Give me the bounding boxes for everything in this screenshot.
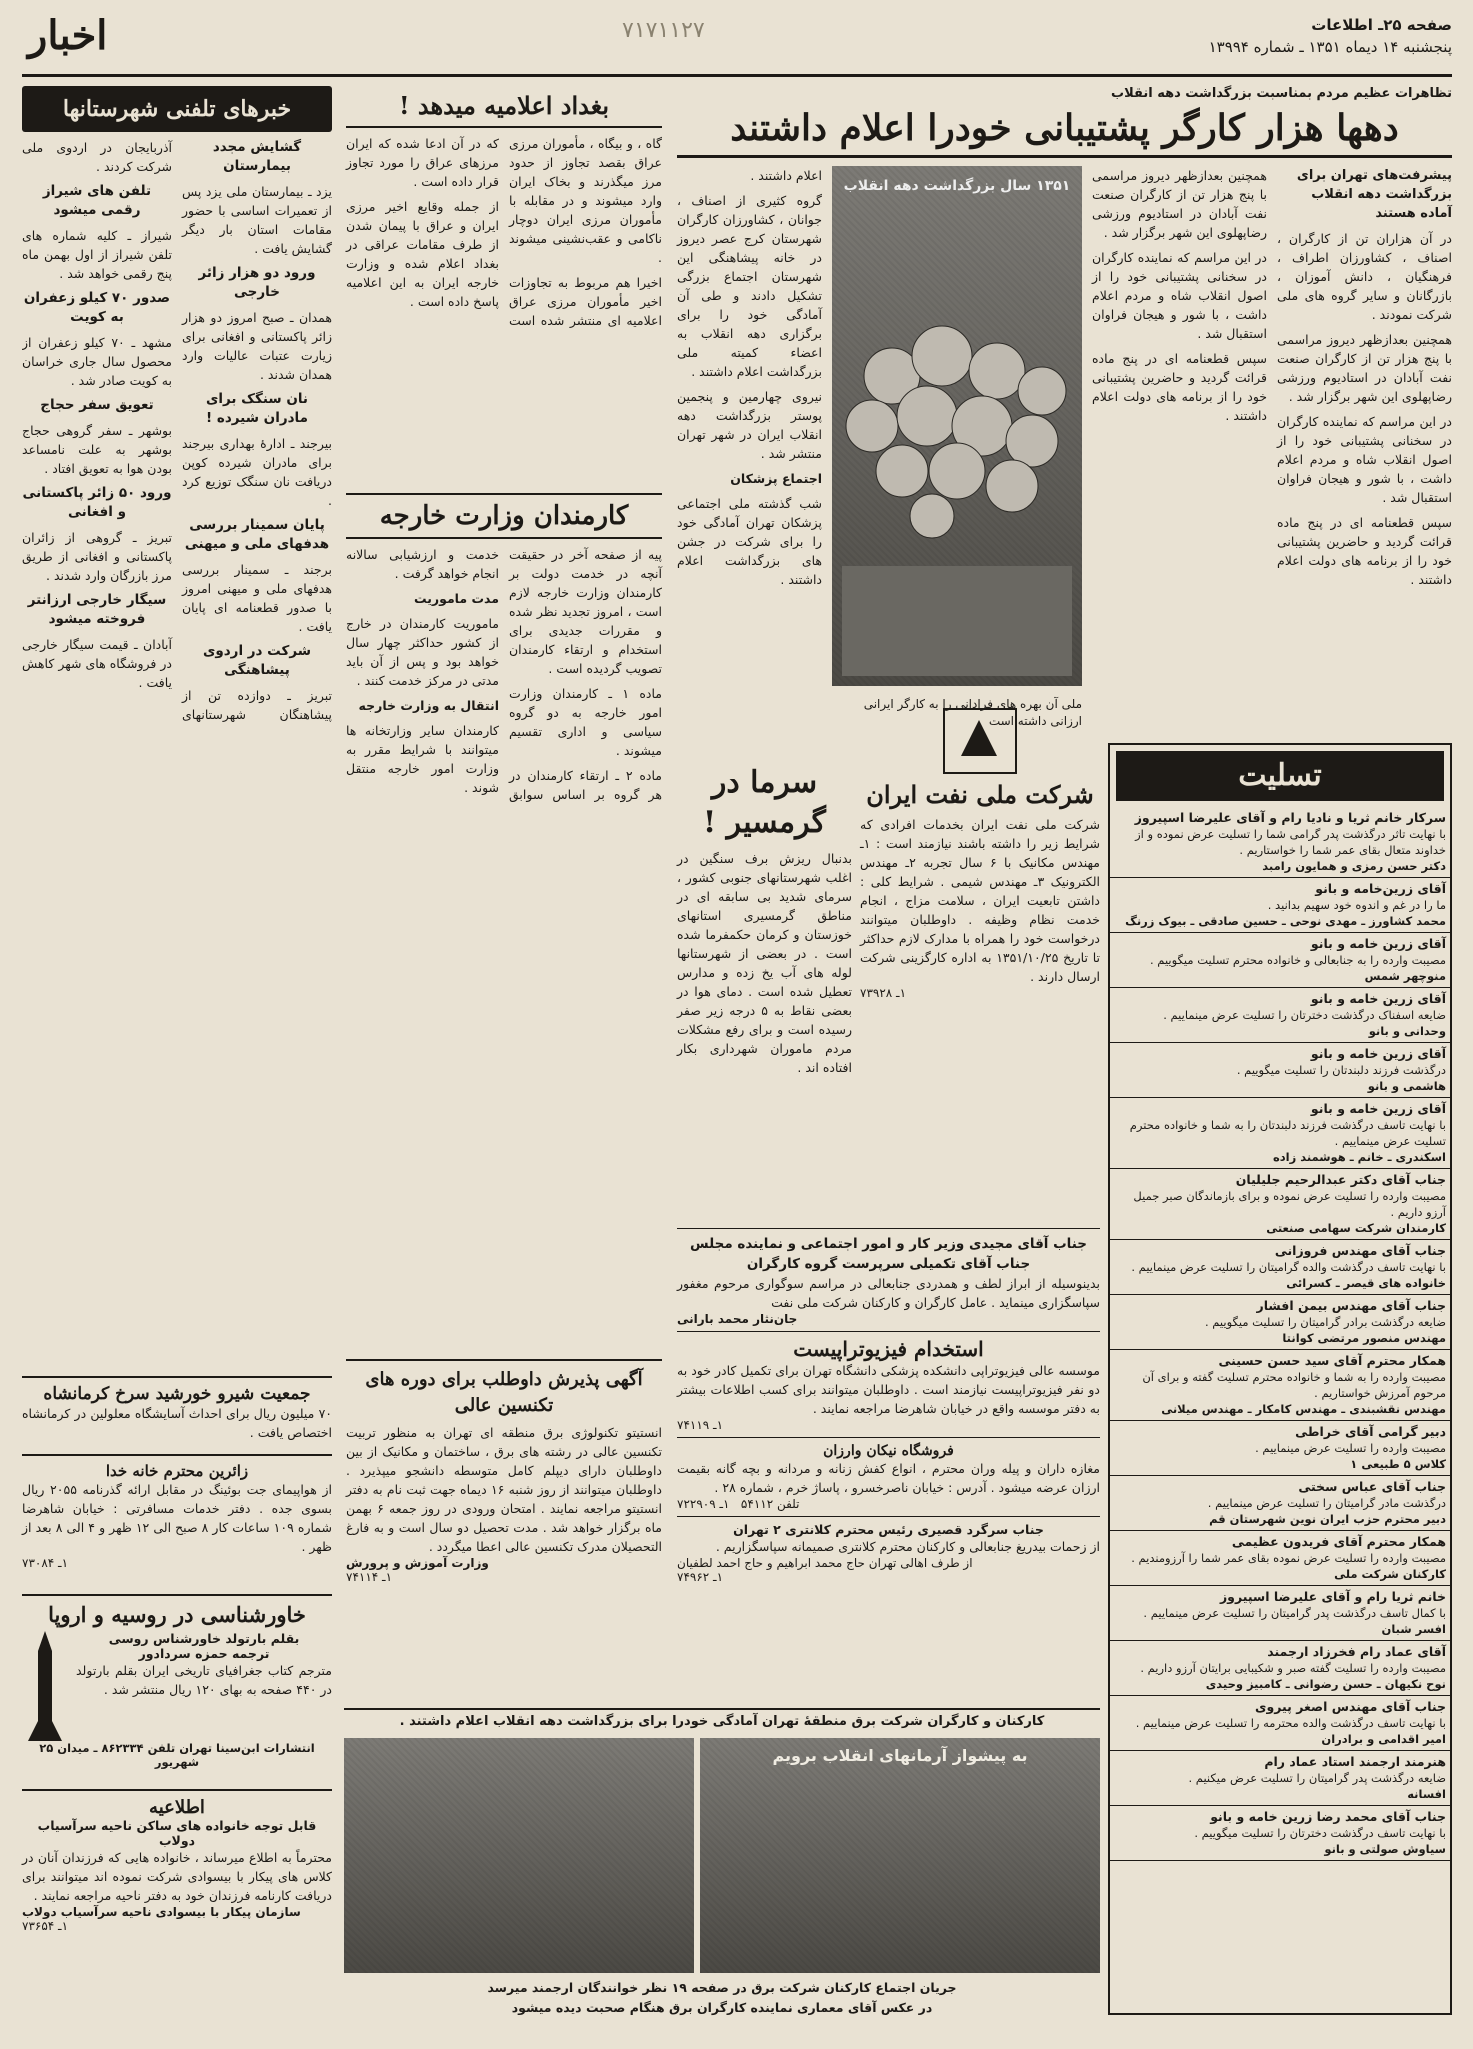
- condolence-heading: آقای زرین خامه و بانو: [1310, 1046, 1446, 1061]
- lead-left-column: [677, 166, 822, 595]
- thanks-title: جناب سرگرد قصیری رئیس محترم کلانتری ۲ تهران: [733, 1522, 1044, 1537]
- condolence-heading: جناب آقای عباس سختی: [1298, 1479, 1446, 1494]
- condolence-signature: محمد کشاورز ـ مهدی نوحی ـ حسین صادقی ـ بیوک زرنگ: [1125, 914, 1446, 928]
- condolence-item: [1110, 1240, 1450, 1295]
- condolence-body: مصیبت وارده را تسلیت گفته صبر و شکیبایی برایتان آرزو داریم .: [1140, 1661, 1446, 1675]
- phone-news-body: شیراز ـ کلیه شماره های تلفن شیراز از اول بهمن ماه پنج رقمی خواهد شد .: [22, 228, 172, 281]
- minister-title: جناب آقای مجیدی وزیر کار و امور اجتماعی و نماینده مجلس جناب آقای تکمیلی سرپرست گروه کارگران: [690, 1236, 1087, 1272]
- condolence-signature: افسانه: [1407, 1787, 1446, 1801]
- oil-ad-text: شرکت ملی نفت ایران بخدمات افرادی که شرایط زیر را داشته باشند نیازمند است : ۱ـ مهندس مکانیک با ۶ سال تجربه ۲ـ مهندس الکترونیک ۳ـ مهندس شیمی . شرایط کلی : داشتن تابعیت ایران ، سلامت مزاج ، انجام خدمت نظام وظیفه . داوطلبان میتوانند درخواست خود را همراه با مدارک لازم حداکثر تا تاریخ ۱۳۵۱/۱۰/۲۵ به اداره کارگزینی شرکت ارسال دارند .: [860, 817, 1100, 984]
- lead-side-title: پیشرفت‌های تهران برای بزرگداشت دهه انقلاب آماده هستند: [1296, 168, 1452, 221]
- ministry-paragraph: ماموریت کارمندان در خارج از کشور حداکثر چهار سال خواهد بود و پس از آن باید مدتی در مرکز خدمت کنند .: [346, 616, 499, 688]
- lead-subhead: اجتماع پزشکان: [730, 471, 822, 486]
- condolence-body: مصیبت وارده را به شما و خانواده محترم تسلیت گفته و برای آن مرحوم آمرزش خواستاریم .: [1142, 1370, 1446, 1400]
- shoes-title: فروشگاه نیکان وارزان: [823, 1443, 954, 1459]
- baghdad-article: [346, 86, 662, 330]
- condolence-item: [1110, 1421, 1450, 1476]
- condolence-body: درگذشت مادر گرامیتان را تسلیت عرض مینماییم .: [1207, 1496, 1446, 1510]
- condolence-body: مصیبت وارده را تسلیت عرض نموده و برای بازماندگان صبر جمیل آرزو داریم .: [1133, 1189, 1446, 1219]
- notice-title: اطلاعیه: [149, 1797, 205, 1818]
- minister-text: بدینوسیله از ابراز لطف و همدردی جنابعالی در مراسم سوگواری مرحوم مغفور سپاسگزاری مینماید . عامل کارگران و کارکنان شرکت ملی نفت: [677, 1276, 1100, 1310]
- baghdad-title: بغداد اعلامیه میدهد !: [346, 86, 662, 128]
- baghdad-paragraph: گاه ، و بیگاه ، مأموران مرزی عراق بقصد تجاوز از حدود مرز میگذرند و بخاک ایران وارد میشوند و در مقابله با مأموران مرزی ایران دوچار ناکامی و عقب‌نشینی میشوند .: [509, 136, 662, 265]
- book-author: بقلم بارتولد خاورشناس روسی: [108, 1631, 300, 1646]
- pilgrims-text: از هواپیمای جت بوئینگ در مقابل ارائه گذرنامه ۲۰۵۵ ریال بسوی جده . دفتر خدمات مسافرتی : خیابان شاهرضا شماره ۱۰۹ ساعات کار ۸ صبح الی ۱۲ ظهر و ۴ الی ۸ بعد از ظهر .: [22, 1482, 332, 1554]
- phone-news-body: آبادان ـ قیمت سیگار خارجی در فروشگاه های شهر کاهش یافت .: [22, 637, 172, 690]
- condolence-item: [1110, 1350, 1450, 1421]
- bottom-photo-right: [700, 1738, 1100, 1973]
- condolence-body: با نهایت تاثر درگذشت پدر گرامی شما را تسلیت عرض نموده و از خداوند متعال بقای عمر شما را خواستاریم .: [1135, 827, 1446, 857]
- lead-story: [677, 86, 1452, 756]
- ministry-subhead: انتقال به وزارت خارجه: [358, 698, 499, 713]
- condolence-body: ضایعه درگذشت پدر گرامیتان را تسلیت عرض میکنیم .: [1188, 1771, 1446, 1785]
- cold-article: [677, 763, 852, 1077]
- book-text: مترجم کتاب جغرافیای تاریخی ایران بقلم بارتولد در ۴۴۰ صفحه به بهای ۱۲۰ ریال منتشر شد .: [76, 1663, 332, 1697]
- lead-paragraph: سپس قطعنامه ای در پنج ماده قرائت گردید و حاضرین پشتیبانی خود را از برنامه های دولت اعلام داشتند .: [1277, 515, 1452, 587]
- ministry-subhead: مدت ماموریت: [413, 591, 499, 606]
- bottom-caption-top: کارکنان و کارگران شرکت برق منطقهٔ تهران آمادگی خودرا برای بزرگداشت دهه انقلاب اعلام داشتند .: [344, 1708, 1100, 1729]
- lead-second-column: [1092, 166, 1267, 431]
- physio-title: استخدام فیزیوتراپیست: [793, 1337, 984, 1361]
- notice-sign: سازمان پیکار با بیسوادی ناحیه سرآسیاب دولاب: [22, 1905, 301, 1919]
- condolence-signature: کارکنان شرکت ملی: [1334, 1567, 1446, 1581]
- condolence-signature: دکتر حسن رمزی و همایون رامبد: [1262, 859, 1446, 873]
- thanks-sign: از طرف اهالی تهران حاج محمد ابراهیم و حاج احمد لطفیان: [677, 1556, 973, 1570]
- condolence-heading: آقای زرین خامه و بانو: [1310, 991, 1446, 1006]
- oil-company-logo: [943, 708, 1017, 774]
- lead-paragraph: نیروی چهارمین و پنجمین پوستر بزرگداشت دهه انقلاب ایران در شهر تهران منتشر شد .: [677, 389, 822, 461]
- oil-company-name: شرکت ملی نفت ایران: [866, 780, 1094, 809]
- condolence-heading: جناب آقای دکتر عبدالرحیم جلیلیان: [1235, 1172, 1446, 1187]
- condolence-item: [1110, 1641, 1450, 1696]
- phone-news-title: گشایش مجدد بیمارستان: [212, 139, 302, 174]
- condolence-item: [1110, 1696, 1450, 1751]
- thanks-code: ۱ـ ۷۴۹۶۲: [677, 1570, 724, 1584]
- notices-block: [677, 1223, 1100, 1584]
- condolence-item: [1110, 1476, 1450, 1531]
- bottom-photo-strip: [344, 1708, 1100, 2028]
- newspaper-page: [22, 8, 1452, 2038]
- condolence-signature: کلاس ۵ طبیعی ۱: [1350, 1457, 1446, 1471]
- balloons-graphic: [832, 166, 1082, 686]
- lead-paragraph: شب گذشته ملی اجتماعی پزشکان تهران آمادگی خود را برای شرکت در جشن های بزرگداشت اعلام داشتند .: [677, 496, 822, 587]
- condolence-item: [1110, 1295, 1450, 1350]
- stamp-number: ۷۱۷۱۱۲۷: [622, 18, 705, 43]
- lead-paragraph: همچنین بعدازظهر دیروز مراسمی با پنج هزار تن از کارگران صنعت نفت آبادان در استادیوم ورزشی رضاپهلوی این شهر برگزار شد .: [1092, 168, 1267, 240]
- baghdad-paragraph: اخیرا هم مربوط به تجاوزات اخیر مأموران مرزی عراق اعلامیه ای منتشر شده است که در آن ادعا شده که ایران مرزهای عراق را مورد تجاوز قرار داده است .: [346, 136, 662, 328]
- shoes-phone: تلفن ۵۴۱۱۲: [740, 1497, 800, 1511]
- book-publisher: انتشارات ابن‌سینا تهران تلفن ۸۶۲۳۳۴ ـ میدان ۲۵ شهریور: [39, 1741, 315, 1769]
- bottom-caption-bottom: جریان اجتماع کارکنان شرکت برق در صفحه ۱۹ نظر خوانندگان ارجمند میرسد: [487, 1980, 957, 1995]
- condolence-heading: آقای عماد رام فخرزاد ارجمند: [1267, 1644, 1446, 1659]
- page-number: صفحه ۲۵ـ اطلاعات: [1311, 16, 1452, 34]
- thanks-text: از زحمات بیدریغ جنابعالی و کارکنان محترم کلانتری صمیمانه سپاسگزاریم .: [715, 1539, 1100, 1554]
- condolence-heading: آقای زرین خامه و بانو: [1310, 1101, 1446, 1116]
- lead-paragraph: در این مراسم که نماینده کارگران در سخنانی پشتیبانی خود را از اصول انقلاب شاه و مردم اعلام داشت ، با شور و هیجان فراوان استقبال شد .: [1277, 414, 1452, 505]
- ministry-paragraph: کارمندان سایر وزارتخانه ها میتوانند با شرایط مقرر به وزارت امور خارجه منتقل شوند .: [346, 723, 499, 795]
- ministry-paragraph: پیه از صفحه آخر در حقیقت آنچه در خدمت دولت بر کارمندان وزارت خارجه لازم است ، امروز تجدید نظر شده و مقررات جدیدی برای استخدام و ارتقاء کارمندان تصویب گردیده است .: [509, 547, 662, 676]
- phone-news-body: تبریز ـ گروهی از زائران پاکستانی و افغانی از طریق مرز بازرگان وارد شدند .: [22, 530, 172, 583]
- shoes-code: ۱ـ ۷۲۲۹۰۹: [677, 1497, 730, 1511]
- phones-column: [22, 86, 332, 1328]
- condolence-heading: هنرمند ارجمند استاد عماد رام: [1264, 1754, 1446, 1769]
- section-logo: اخبار: [28, 12, 108, 59]
- condolence-signature: منوچهر شمس: [1364, 969, 1446, 983]
- condolence-body: مصیبت وارده را به جنابعالی و خانواده محترم تسلیت میگوییم .: [1149, 953, 1446, 967]
- condolence-item: [1110, 807, 1450, 878]
- book-ad: [22, 1588, 332, 1769]
- phone-news-body: برجند ـ سمینار بررسی هدفهای ملی و میهنی امروز با صدور قطعنامه ای پایان یافت .: [182, 562, 332, 634]
- tower-icon: [22, 1631, 68, 1741]
- condolence-signature: خانواده های قیصر ـ کسرائی: [1286, 1276, 1446, 1290]
- lead-side-column: [1277, 166, 1452, 595]
- phone-news-body: بیرجند ـ ادارهٔ بهداری بیرجند برای مادران شیرده کوپن دریافت نان سنگک توزیع کرد .: [182, 436, 332, 508]
- shoes-text: مغازه داران و پیله وران محترم ، انواع کفش زنانه و مردانه و بچه گانه بقیمت ارزان عرضه میشود . آدرس : خیابان ناصرخسرو ، پاساژ خرم ، شماره ۲۸ .: [677, 1461, 1100, 1495]
- condolence-heading: جناب آقای مهندس اصغر پیروی: [1255, 1699, 1446, 1714]
- book-translator: ترجمه حمزه سردادور: [138, 1646, 270, 1661]
- condolence-item: [1110, 1098, 1450, 1169]
- redcross-text: ۷۰ میلیون ریال برای احداث آسایشگاه معلولین در کرمانشاه اختصاص یافت .: [22, 1406, 332, 1440]
- notice-sub: قابل توجه خانواده های ساکن ناحیه سرآسیاب دولاب: [37, 1818, 317, 1848]
- ministry-paragraph: ماده ۱ ـ کارمندان وزارت امور خارجه به دو گروه سیاسی و اداری تقسیم میشوند .: [509, 686, 662, 758]
- lead-paragraph: در این مراسم که نماینده کارگران در سخنانی پشتیبانی خود را از اصول انقلاب شاه و مردم اعلام داشت ، با شور و هیجان فراوان استقبال شد .: [1092, 250, 1267, 341]
- masthead-info: [1209, 14, 1452, 58]
- bottom-caption-bottom2: در عکس آقای معماری نماینده کارگران برق هنگام صحبت دیده میشود: [511, 2000, 933, 2015]
- condolence-heading: سرکار خانم ثریا و نادیا رام و آقای علیرضا اسپیروز: [1134, 810, 1446, 825]
- masthead: [22, 8, 1452, 77]
- phone-news-title: سیگار خارجی ارزانتر فروخته میشود: [27, 592, 167, 627]
- condolence-body: درگذشت فرزند دلبندتان را تسلیت میگوییم .: [1236, 1063, 1446, 1077]
- condolence-heading: جناب آقای مهندس بیمن افشار: [1256, 1298, 1446, 1313]
- physio-text: موسسه عالی فیزیوتراپی دانشکده پزشکی دانشگاه تهران برای تکمیل کادر خود به دو نفر فیزیوتراپیست نیازمند است . داوطلبان میتوانند برای کسب اطلاعات بیشتر به دفتر موسسه واقع در خیابان شاهرضا مراجعه نمایند .: [677, 1363, 1100, 1416]
- condolence-heading: دبیر گرامی آقای خراطی: [1295, 1424, 1446, 1439]
- book-title: خاورشناسی در روسیه و اروپا: [48, 1602, 306, 1627]
- electric-code: ۱ـ ۷۴۱۱۴: [346, 1570, 393, 1584]
- phone-news-body: بوشهر ـ سفر گروهی حجاج بوشهر به علت نامساعد بودن هوا به تعویق افتاد .: [22, 423, 172, 476]
- condolence-heading: جناب آقای مهندس فروزانی: [1274, 1243, 1446, 1258]
- condolence-signature: اسکندری ـ خانم ـ هوشمند زاده: [1272, 1150, 1446, 1164]
- condolence-signature: مهندس منصور مرتضی کوانتا: [1282, 1331, 1446, 1345]
- bottom-photo-left: [344, 1738, 694, 1973]
- phone-news-body: تبریز ـ دوازده تن از پیشاهنگان شهرستانهای آذربایجان در اردوی ملی شرکت کردند .: [22, 140, 332, 722]
- condolence-body: ما را در غم و اندوه خود سهیم بدانید .: [1267, 898, 1446, 912]
- lead-paragraph: در آن هزاران تن از کارگران ، اصناف ، کشاورزان اطراف ، فرهنگیان ، دانش آموزان ، بازرگانان و سایر گروه های ملی شرکت نمودند .: [1277, 231, 1452, 322]
- condolence-signature: دبیر محترم حزب ایران نوین شهرستان قم: [1209, 1512, 1446, 1526]
- electric-ad: [346, 1353, 662, 1584]
- middle-ads-column: [860, 708, 1100, 1000]
- bottom-banner-text: به پیشواز آرمانهای انقلاب برویم: [772, 1746, 1028, 1765]
- pilgrims-ad: [22, 1448, 332, 1570]
- lead-kicker: تظاهرات عظیم مردم بمناسبت بزرگداشت دهه انقلاب: [1111, 86, 1452, 101]
- condolence-signature: مهندس نقشبندی ـ مهندس کامکار ـ مهندس میلانی: [1161, 1402, 1446, 1416]
- redcross-notice: [22, 1370, 332, 1442]
- condolence-item: [1110, 1806, 1450, 1861]
- condolence-signature: سیاوش صولتی و بانو: [1324, 1842, 1446, 1856]
- electric-title: آگهی پذیرش داوطلب برای دوره های تکنسین عالی: [365, 1369, 643, 1416]
- condolence-item: [1110, 878, 1450, 933]
- condolence-heading: جناب آقای محمد رضا زرین خامه و بانو: [1210, 1809, 1446, 1824]
- condolence-body: با نهایت تاسف درگذشت فرزند دلبندتان را به شما و خانواده محترم تسلیت عرض مینماییم .: [1129, 1118, 1446, 1148]
- phone-news-body: مشهد ـ ۷۰ کیلو زعفران از محصول سال جاری خراسان به کویت صادر شد .: [22, 335, 172, 388]
- phone-news-title: نان سنگک برای مادران شیرده !: [206, 391, 308, 426]
- notice-text: محترماً به اطلاع میرساند ، خانواده هایی که فرزندان آنان در کلاس های پیکار با بیسوادی شرکت نموده اند میتوانند برای دریافت کارنامه فرزندان خود به دفتر ناحیه مراجعه نمایند .: [22, 1850, 332, 1903]
- minister-sign: جان‌نثار محمد بارانی: [677, 1312, 798, 1326]
- condolence-signature: هاشمی و بانو: [1367, 1079, 1446, 1093]
- lead-paragraph: گروه کثیری از اصناف ، جوانان ، کشاورزان کارگران شهرستان کرج عصر دیروز در خانه پیشاهنگی این شهرستان اجتماع بزرگی تشکیل دادند و طی آن آمادگی خود را برای برگزاری دهه انقلاب به اعضاء کمیته ملی بزرگداشت اعلام داشتند .: [677, 193, 822, 379]
- condolence-item: [1110, 1586, 1450, 1641]
- condolence-body: با نهایت تاسف درگذشت والده محترمه را تسلیت عرض مینماییم .: [1135, 1716, 1446, 1730]
- pilgrims-code: ۱ـ ۷۳۰۸۴: [22, 1556, 69, 1570]
- oil-ad-code: ۱ـ ۷۳۹۲۸: [860, 986, 907, 1000]
- phone-news-title: صدور ۷۰ کیلو زعفران به کویت: [23, 290, 171, 325]
- physio-code: ۱ـ ۷۴۱۱۹: [677, 1418, 724, 1432]
- cold-text: بدنبال ریزش برف سنگین در اغلب شهرستانهای جنوبی کشور ، سرمای شدید بی سابقه ای در مناطق گرمسیری استانهای خوزستان و کرمان حکمفرما شده است . در بعضی از شهرستانها لوله های آب یخ زده و مدارس تعطیل شده است . دمای هوا در بعضی نقاط به ۵ درجه زیر صفر رسیده است و برای رفع مشکلات مردم ماموران شهرداری بکار افتاده اند .: [677, 851, 852, 1075]
- lead-paragraph: همچنین بعدازظهر دیروز مراسمی با پنج هزار تن از کارگران صنعت نفت آبادان در استادیوم ورزشی رضاپهلوی این شهر برگزار شد .: [1277, 332, 1452, 404]
- condolence-list: [1110, 807, 1450, 1861]
- condolence-body: مصیبت وارده را تسلیت عرض نموده بقای عمر شما را آرزومندیم .: [1131, 1551, 1446, 1565]
- condolence-body: با نهایت تاسف درگذشت والده گرامیتان را تسلیت عرض مینماییم .: [1131, 1260, 1446, 1274]
- phone-news-title: پایان سمینار بررسی هدفهای ملی و میهنی: [184, 517, 330, 552]
- lead-headline: دهها هزار کارگر پشتیبانی خودرا اعلام داشتند: [677, 101, 1452, 158]
- ministry-paragraph: ماده ۲ ـ ارتقاء کارمندان در هر گروه بر اساس سوابق خدمت و ارزشیابی سالانه انجام خواهد گرفت .: [346, 547, 662, 802]
- condolence-heading: همکار محترم آقای فریدون عظیمی: [1231, 1534, 1446, 1549]
- condolence-item: [1110, 1531, 1450, 1586]
- phones-title: خبرهای تلفنی شهرستانها: [22, 86, 332, 132]
- notice-code: ۱ـ ۷۳۶۵۴: [22, 1919, 69, 1933]
- cold-title: سرما در گرمسیر !: [703, 765, 826, 840]
- issue-date: پنجشنبه ۱۴ دیماه ۱۳۵۱ ـ شماره ۱۳۹۹۴: [1208, 38, 1452, 56]
- ministry-title: کارمندان وزارت خارجه: [346, 493, 662, 539]
- phone-news-body: یزد ـ بیمارستان ملی یزد پس از تعمیرات اساسی با حضور مقامات استان بار دیگر گشایش یافت .: [182, 184, 332, 256]
- condolence-heading: همکار محترم آقای سید حسن حسینی: [1218, 1353, 1446, 1368]
- electric-text: انستیتو تکنولوژی برق منطقه ای تهران به منظور تربیت تکنسین عالی در رشته های برق ، ساختمان و مکانیک از بین داوطلبان دارای دیپلم کامل متوسطه دانشجو میپذیرد . داوطلبان میتوانند از روز شنبه ۱۶ دیماه جهت ثبت نام به دفتر انستیتو مراجعه نمایند . امتحان ورودی در روز جمعه ۶ بهمن ماه برگزار خواهد شد . مدت تحصیل دو سال است و به فارغ التحصیلان مدرک تکنسین عالی اعطا میگردد .: [346, 1425, 662, 1554]
- lead-photo-caption: ۱۳۵۱ سال بزرگداشت دهه انقلاب: [843, 178, 1071, 194]
- lead-paragraph: اعلام داشتند .: [750, 168, 822, 183]
- phone-news-title: ورود دو هزار زائر خارجی: [198, 265, 316, 300]
- condolence-body: با نهایت تاسف درگذشت دخترتان را تسلیت میگوییم .: [1194, 1826, 1446, 1840]
- literacy-notice: [22, 1783, 332, 1933]
- condolence-signature: افسر شبان: [1381, 1622, 1446, 1636]
- electric-sign: وزارت آموزش و پرورش: [346, 1556, 489, 1570]
- condolence-signature: امیر اقدامی و برادران: [1321, 1732, 1446, 1746]
- baghdad-paragraph: از جمله وقایع اخیر مرزی ایران و عراق با پیمان شدن از طرف مقامات عراقی در بغداد اعلام شده و وزارت خارجه ایران به این اعلامیه پاسخ داده است .: [346, 199, 499, 309]
- condolence-box: [1108, 743, 1452, 2015]
- condolence-heading: آقای زرین‌خامه و بانو: [1315, 881, 1446, 896]
- condolence-signature: کارمندان شرکت سهامی صنعتی: [1266, 1221, 1446, 1235]
- phone-news-title: تلفن های شیراز رقمی میشود: [42, 183, 152, 218]
- condolence-signature: وحدانی و بانو: [1368, 1024, 1446, 1038]
- condolence-body: ضایعه درگذشت برادر گرامیتان را تسلیت میگوییم .: [1204, 1315, 1446, 1329]
- phone-news-title: ورود ۵۰ زائر پاکستانی و افغانی: [22, 485, 172, 520]
- redcross-title: جمعیت شیرو خورشید سرخ کرمانشاه: [43, 1384, 311, 1404]
- condolence-body: مصیبت وارده را تسلیت عرض مینماییم .: [1255, 1441, 1446, 1455]
- ministry-article: [346, 493, 662, 804]
- pilgrims-title: زائرین محترم خانه خدا: [105, 1462, 249, 1480]
- condolence-signature: نوح نکیهان ـ حسن رضوانی ـ کامبیز وحیدی: [1205, 1677, 1446, 1691]
- phone-news-title: تعویق سفر حجاج: [40, 397, 154, 413]
- condolence-item: [1110, 1043, 1450, 1098]
- condolence-body: با کمال تاسف درگذشت پدر گرامیتان را تسلیت عرض مینماییم .: [1143, 1606, 1446, 1620]
- phone-news-body: همدان ـ صبح امروز دو هزار زائر پاکستانی و افغانی برای زیارت عتبات عالیات وارد همدان شدند .: [182, 310, 332, 382]
- condolence-title: تسلیت: [1116, 751, 1444, 801]
- phone-news-title: شرکت در اردوی پیشاهنگی: [202, 643, 311, 678]
- condolence-item: [1110, 933, 1450, 988]
- condolence-heading: آقای زرین خامه و بانو: [1310, 936, 1446, 951]
- phones-list: [22, 138, 332, 1328]
- lead-paragraph: سپس قطعنامه ای در پنج ماده قرائت گردید و حاضرین پشتیبانی خود را از برنامه های دولت اعلام داشتند .: [1092, 351, 1267, 423]
- condolence-item: [1110, 1751, 1450, 1806]
- condolence-item: [1110, 1169, 1450, 1240]
- condolence-body: ضایعه اسفناک درگذشت دخترتان را تسلیت عرض مینماییم .: [1163, 1008, 1446, 1022]
- lead-photo-sub: ملی آن بهره های فرادانی را به کارگر ایرانی ارزانی داشته است: [863, 697, 1082, 728]
- condolence-heading: خانم ثریا رام و آقای علیرضا اسپیروز: [1219, 1589, 1446, 1604]
- condolence-item: [1110, 988, 1450, 1043]
- lead-photo: [832, 166, 1082, 686]
